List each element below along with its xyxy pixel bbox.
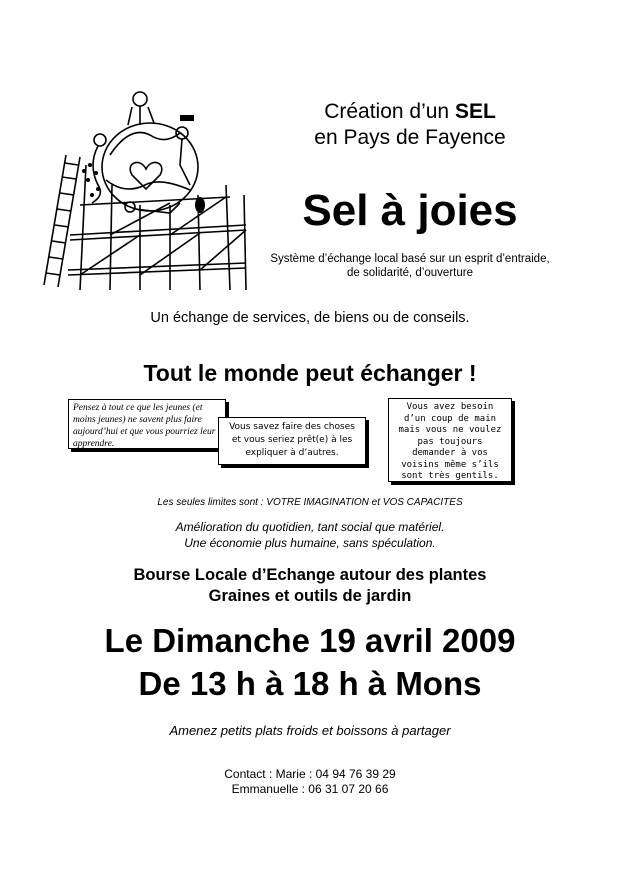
speech-box-middle-line: expliquer à d’autres. — [245, 448, 339, 458]
bring-line: Amenez petits plats froids et boissons à partager — [169, 723, 451, 738]
speech-box-left — [68, 399, 226, 449]
limits-line: Les seules limites sont : VOTRE IMAGINATION et VOS CAPACITES — [157, 497, 463, 508]
speech-box-middle-line: Vous savez faire des choses — [229, 422, 355, 432]
exchange-line: Un échange de services, de biens ou de conseils. — [150, 310, 470, 326]
speech-box-right-line: Vous avez besoin — [406, 402, 494, 412]
improvement-line-1: Amélioration du quotidien, tant social que matériel. — [175, 520, 445, 534]
subtitle-line-1: Système d’échange local basé sur un esprit d’entraide, — [270, 253, 550, 265]
speech-box-right-line: voisins même s’ils — [401, 459, 499, 470]
speech-box-left-line: Pensez à tout ce que les jeunes (et — [73, 403, 203, 413]
speech-box-right-line: sont très gentils. — [401, 471, 499, 481]
speech-box-right-line: pas toujours — [417, 436, 483, 447]
speech-box-middle-line: et vous seriez prêt(e) à les — [231, 435, 353, 445]
event-date: Le Dimanche 19 avril 2009 — [104, 622, 516, 659]
speech-box-middle — [218, 417, 366, 465]
speech-box-right-line: demander à vos — [412, 448, 488, 458]
sel-acronym: SEL — [454, 100, 496, 123]
bourse-line-2: Graines et outils de jardin — [208, 587, 412, 605]
event-time-place: De 13 h à 18 h à Mons — [138, 665, 482, 702]
speech-box-right — [388, 398, 512, 482]
contact-line-2: Emmanuelle : 06 31 07 20 66 — [231, 782, 389, 796]
contact-line-1: Contact : Marie : 04 94 76 39 29 — [224, 767, 396, 781]
speech-box-left-line: moins jeunes) ne savent plus faire — [73, 415, 202, 425]
header-line-1: Création d’un SEL — [324, 100, 496, 123]
improvement-line-2: Une économie plus humaine, sans spéculation. — [184, 536, 436, 550]
speech-box-left-line: aujourd’hui et que vous pourriez leur — [73, 427, 216, 437]
subtitle-line-2: de solidarité, d’ouverture — [347, 267, 473, 279]
speech-box-left-line: apprendre. — [73, 439, 115, 449]
speech-box-right-line: mais vous ne voulez — [398, 425, 502, 435]
scaffolding-globe-illustration — [40, 85, 250, 290]
speech-box-right-line: d’un coup de main — [403, 413, 497, 424]
header-line-2: en Pays de Fayence — [314, 126, 506, 149]
bourse-line-1: Bourse Locale d’Echange autour des plantes — [133, 566, 487, 584]
page-title: Sel à joies — [302, 186, 518, 235]
everyone-heading: Tout le monde peut échanger ! — [143, 360, 477, 386]
